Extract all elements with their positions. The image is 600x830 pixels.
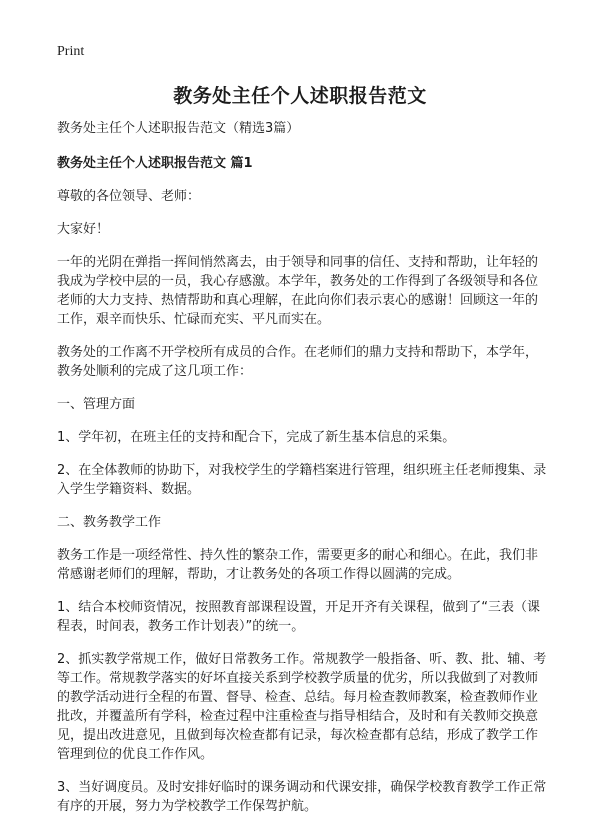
salutation: 尊敬的各位领导、老师： — [57, 189, 201, 204]
paragraph-intro: 一年的光阴在弹指一挥间悄然离去，由于领导和同事的信任、支持和帮助，让年轻的我成为学校中层的一员，我心存感激。本学年，教务处的工作得到了各级领导和各位老师的大力支持、热情帮助和真心理解，在此向你们表示衷心的感谢！回顾这一年的工作，艰辛而快乐、忙碌而充实、平凡而实在。 — [57, 255, 539, 327]
paragraph-cooperation: 教务处的工作离不开学校所有成员的合作。在老师们的鼎力支持和帮助下，本学年，教务处顺利的完成了这几项工作： — [57, 345, 539, 379]
document-title: 教务处主任个人述职报告范文 — [173, 85, 427, 107]
document-subtitle: 教务处主任个人述职报告范文（精选3篇） — [57, 121, 300, 136]
heading-teaching: 二、教务教学工作 — [57, 515, 162, 530]
paragraph-teaching-1: 1、结合本校师资情况，按照教育部课程设置，开足开齐有关课程，做到了“三表（课程表，时间表，教务工作计划表）”的统一。 — [57, 600, 541, 634]
heading-management: 一、管理方面 — [57, 397, 136, 412]
paragraph-teaching-3: 3、当好调度员。及时安排好临时的课务调动和代课安排，确保学校教育教学工作正常有序的开展，努力为学校教学工作保驾护航。 — [57, 780, 547, 814]
paragraph-management-2: 2、在全体教师的协助下，对我校学生的学籍档案进行管理，组织班主任老师搜集、录入学生学籍资料、数据。 — [57, 463, 547, 497]
section-heading: 教务处主任个人述职报告范文 篇1 — [57, 156, 253, 171]
print-link[interactable]: Print — [57, 44, 85, 59]
document-body — [57, 119, 547, 830]
paragraph-teaching-2: 2、抓实教学常规工作，做好日常教务工作。常规教学一般指备、听、教、批、辅、考等工作。常规教学落实的好坏直接关系到学校教学质量的优劣，所以我做到了对教师的教学活动进行全程的布置、督导、检查、总结。每月检查教师教案，检查教师作业批改，并覆盖所有学科，检查过程中注重检查与指导相结合，及时和有关教师交换意见，提出改进意见，且做到每次检查都有记录，每次检查都有总结，形成了教学工作管理到位的优良工作作风。 — [57, 652, 547, 762]
paragraph-teaching-intro: 教务工作是一项经常性、持久性的繁杂工作，需要更多的耐心和细心。在此，我们非常感谢老师们的理解，帮助，才让教务处的各项工作得以圆满的完成。 — [57, 548, 539, 582]
greeting: 大家好！ — [57, 222, 110, 237]
paragraph-management-1: 1、学年初，在班主任的支持和配合下，完成了新生基本信息的采集。 — [57, 430, 456, 445]
